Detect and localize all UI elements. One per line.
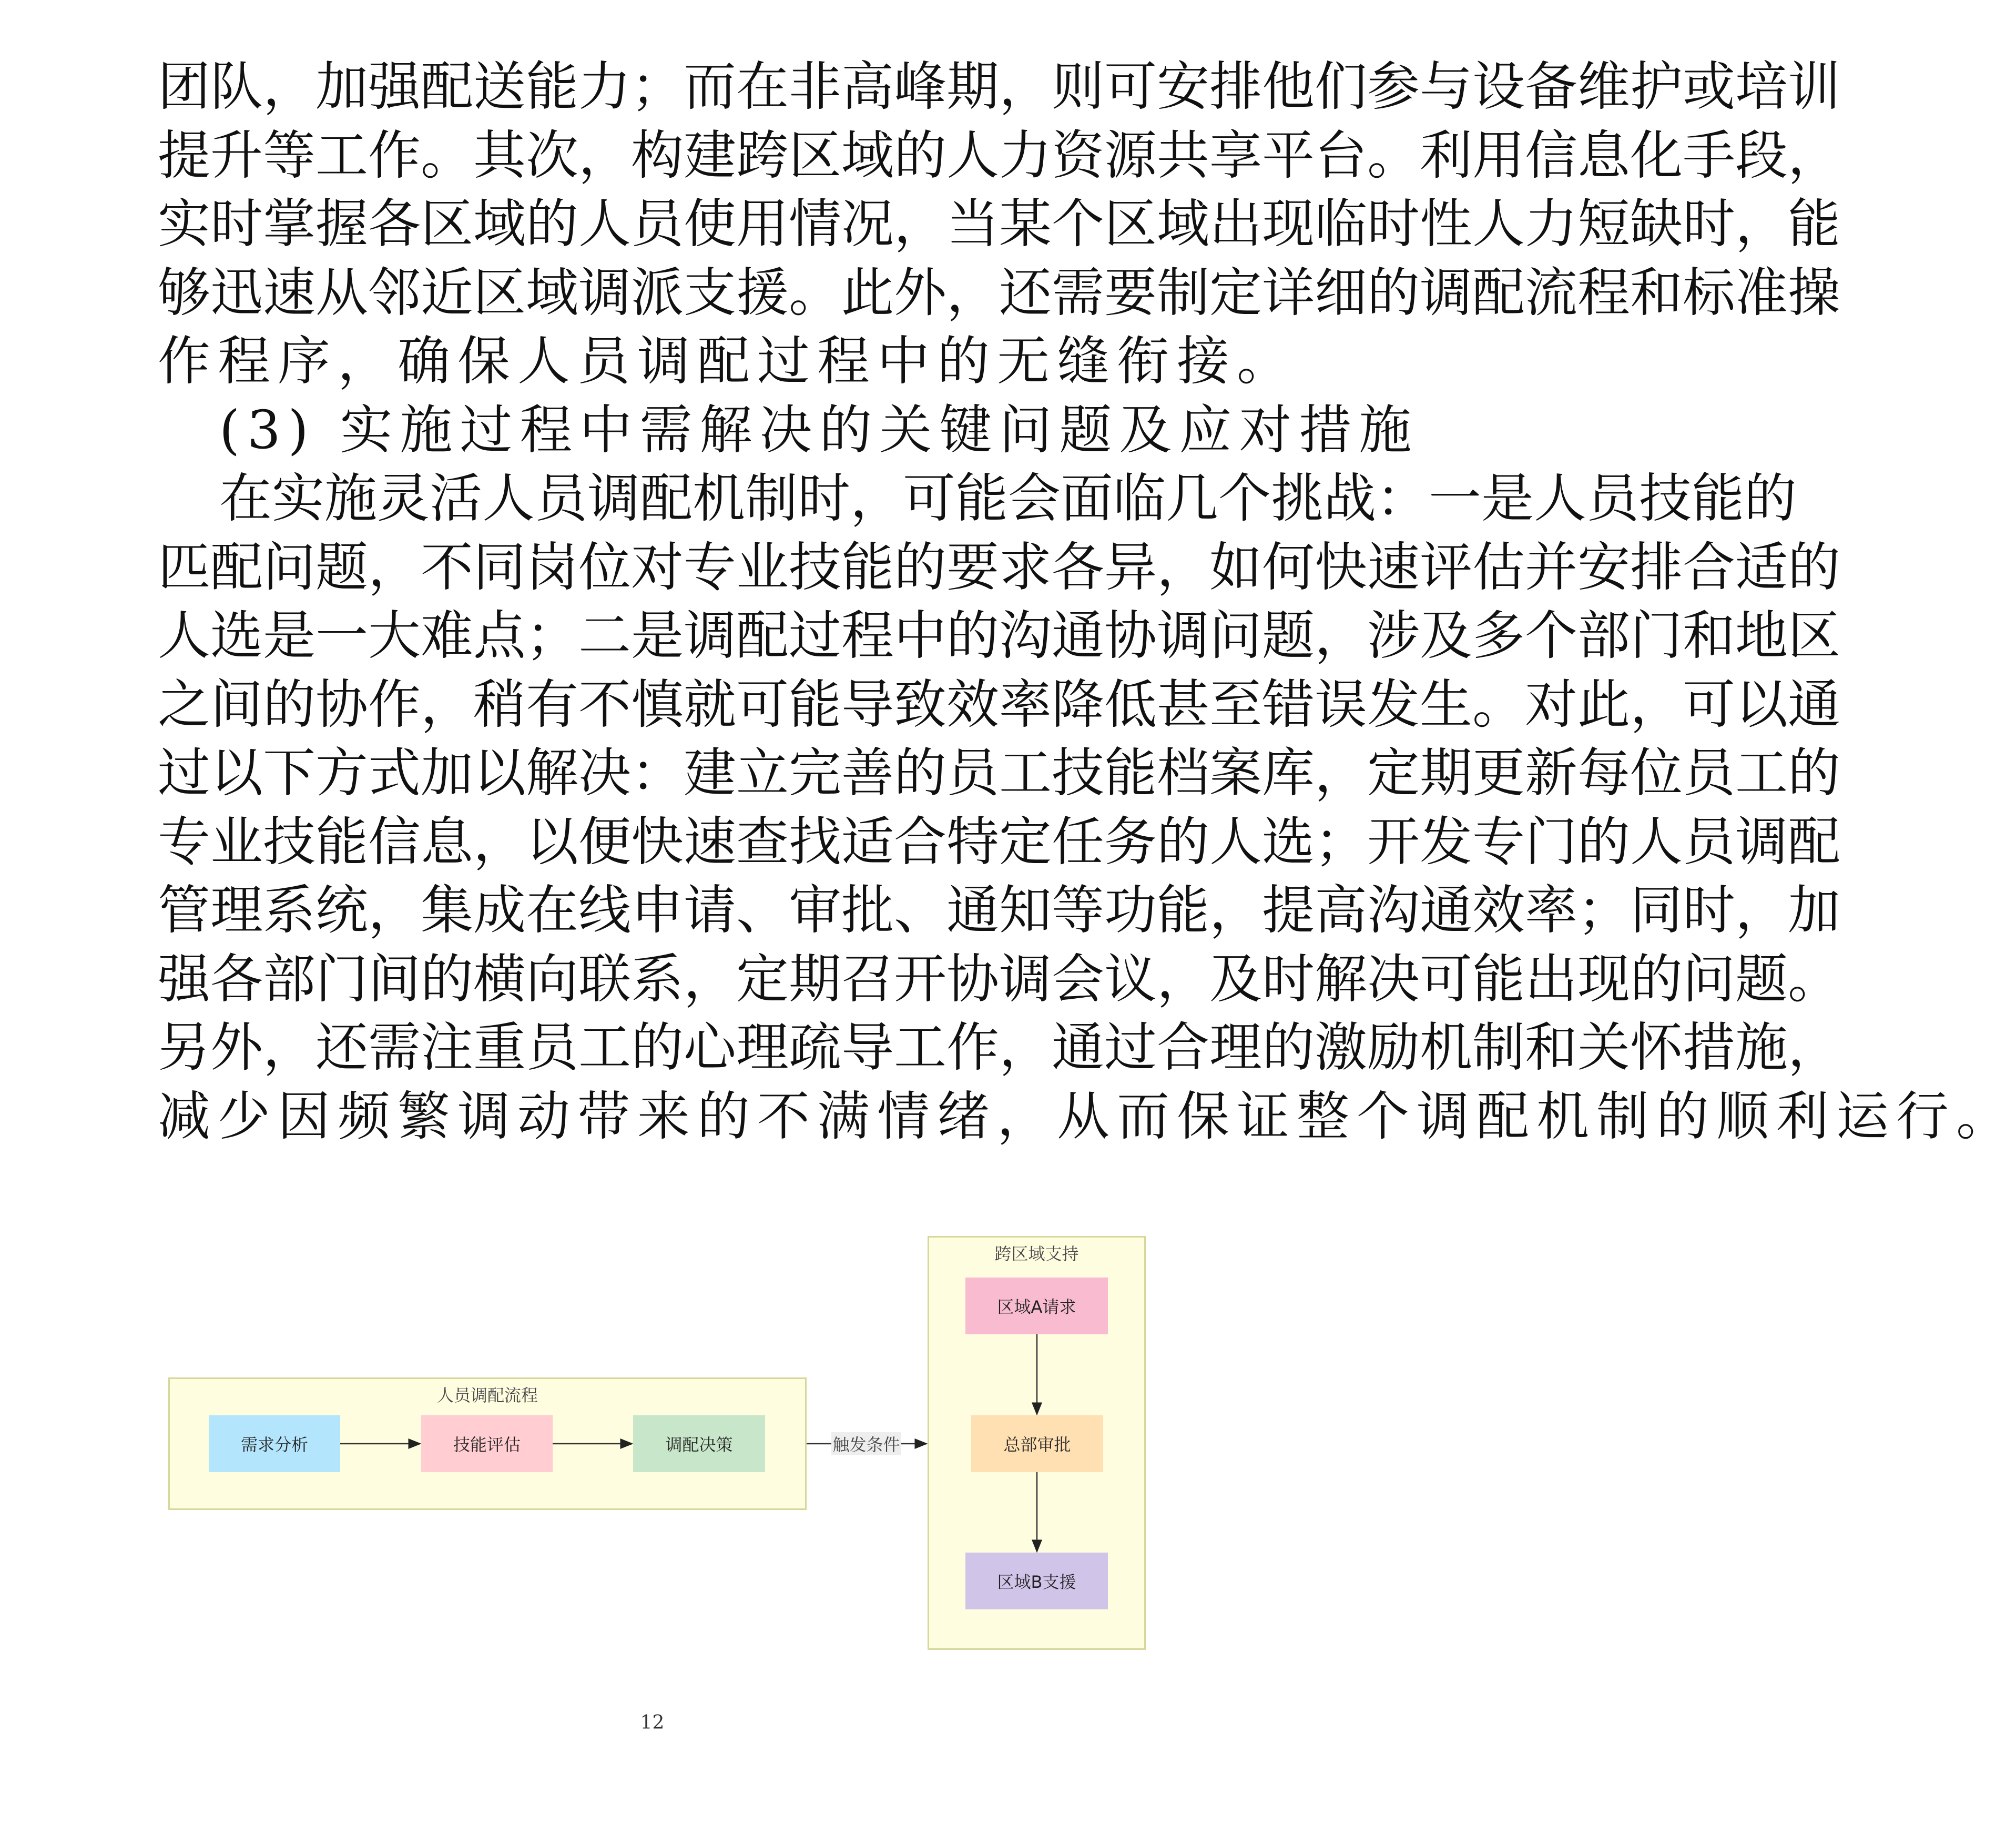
text-line: 匹配问题，不同岗位对专业技能的要求各异，如何快速评估并安排合适的 xyxy=(158,536,1840,598)
text-line: 另外，还需注重员工的心理疏导工作，通过合理的激励机制和关怀措施， xyxy=(158,1017,1840,1078)
text-line: 专业技能信息，以便快速查找适合特定任务的人选；开发专门的人员调配 xyxy=(158,810,1840,873)
node-region-b-support: 区域B支援 xyxy=(965,1553,1108,1609)
text-line: 人选是一大难点；二是调配过程中的沟通协调问题，涉及多个部门和地区 xyxy=(158,605,1840,666)
trigger-condition-label: 触发条件 xyxy=(831,1432,901,1455)
node-allocation-decision: 调配决策 xyxy=(633,1415,765,1472)
text-line: 实时掌握各区域的人员使用情况，当某个区域出现临时性人力短缺时，能 xyxy=(158,193,1840,255)
group-title: 人员调配流程 xyxy=(436,1385,538,1405)
group-title: 跨区域支持 xyxy=(994,1244,1079,1264)
section-heading: (3) 实施过程中需解决的关键问题及应对措施 xyxy=(219,399,1419,461)
node-demand-analysis: 需求分析 xyxy=(209,1415,340,1472)
text-line: 在实施灵活人员调配机制时，可能会面临几个挑战：一是人员技能的 xyxy=(219,468,1797,529)
node-hq-approval: 总部审批 xyxy=(971,1415,1103,1472)
node-skill-assessment: 技能评估 xyxy=(421,1415,553,1472)
text-line: 强各部门间的横向联系，定期召开协调会议，及时解决可能出现的问题。 xyxy=(158,948,1840,1010)
page-number: 12 xyxy=(640,1712,665,1734)
text-line: 之间的协作，稍有不慎就可能导致效率降低甚至错误发生。对此，可以通 xyxy=(158,673,1840,735)
text-line: 提升等工作。其次，构建跨区域的人力资源共享平台。利用信息化手段， xyxy=(158,124,1840,186)
text-line: 团队，加强配送能力；而在非高峰期，则可安排他们参与设备维护或培训 xyxy=(158,56,1840,117)
text-line: 减少因频繁调动带来的不满情绪，从而保证整个调配机制的顺利运行。 xyxy=(158,1085,2016,1147)
text-line: 过以下方式加以解决：建立完善的员工技能档案库，定期更新每位员工的 xyxy=(158,742,1840,804)
text-line: 够迅速从邻近区域调派支援。此外，还需要制定详细的调配流程和标准操 xyxy=(158,261,1840,323)
text-line: 管理系统，集成在线申请、审批、通知等功能，提高沟通效率；同时，加 xyxy=(158,879,1840,941)
text-line: 作程序，确保人员调配过程中的无缝衔接。 xyxy=(158,330,1297,392)
node-region-a-request: 区域A请求 xyxy=(965,1278,1108,1334)
